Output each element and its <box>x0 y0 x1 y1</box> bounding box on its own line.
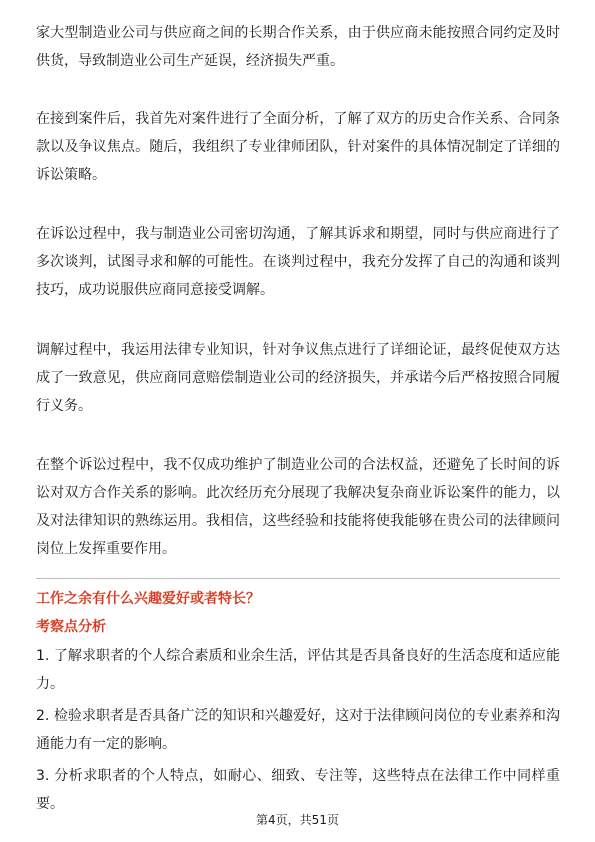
body-paragraph: 在诉讼过程中，我与制造业公司密切沟通，了解其诉求和期望，同时与供应商进行了多次谈判，试图寻求和解的可能性。在谈判过程中，我充分发挥了自己的沟通和谈判技巧，成功说服供应商同意接受调解。 <box>36 226 560 298</box>
body-paragraph: 调解过程中，我运用法律专业知识，针对争议焦点进行了详细论证，最终促使双方达成了一致意见，供应商同意赔偿制造业公司的经济损失，并承诺今后严格按照合同履行义务。 <box>36 342 560 414</box>
list-item: 1. 了解求职者的个人综合素质和业余生活，评估其是否具备良好的生活态度和适应能力。 <box>36 648 560 692</box>
list-item: 2. 检验求职者是否具备广泛的知识和兴趣爱好，这对于法律顾问岗位的专业素养和沟通能力有一定的影响。 <box>36 708 560 752</box>
analysis-list <box>36 642 560 822</box>
page-number: 第4页，共51页 <box>256 813 339 827</box>
body-paragraph: 在接到案件后，我首先对案件进行了全面分析，了解了双方的历史合作关系、合同条款以及争议焦点。随后，我组织了专业律师团队，针对案件的具体情况制定了详细的诉讼策略。 <box>36 111 560 183</box>
body-paragraph: 在整个诉讼过程中，我不仅成功维护了制造业公司的合法权益，还避免了长时间的诉讼对双方合作关系的影响。此次经历充分展现了我解决复杂商业诉讼案件的能力，以及对法律知识的熟练运用。我相信，这些经验和技能将使我能够在贵公司的法律顾问岗位上发挥重要作用。 <box>36 457 560 557</box>
section-divider <box>36 578 560 579</box>
analysis-heading: 考察点分析 <box>36 619 106 635</box>
question-heading: 工作之余有什么兴趣爱好或者特长？ <box>36 591 260 607</box>
list-item: 3. 分析求职者的个人特点，如耐心、细致、专注等，这些特点在法律工作中同样重要。 <box>36 768 560 812</box>
body-paragraph: 家大型制造业公司与供应商之间的长期合作关系，由于供应商未能按照合同约定及时供货，导致制造业公司生产延误，经济损失严重。 <box>36 25 560 69</box>
